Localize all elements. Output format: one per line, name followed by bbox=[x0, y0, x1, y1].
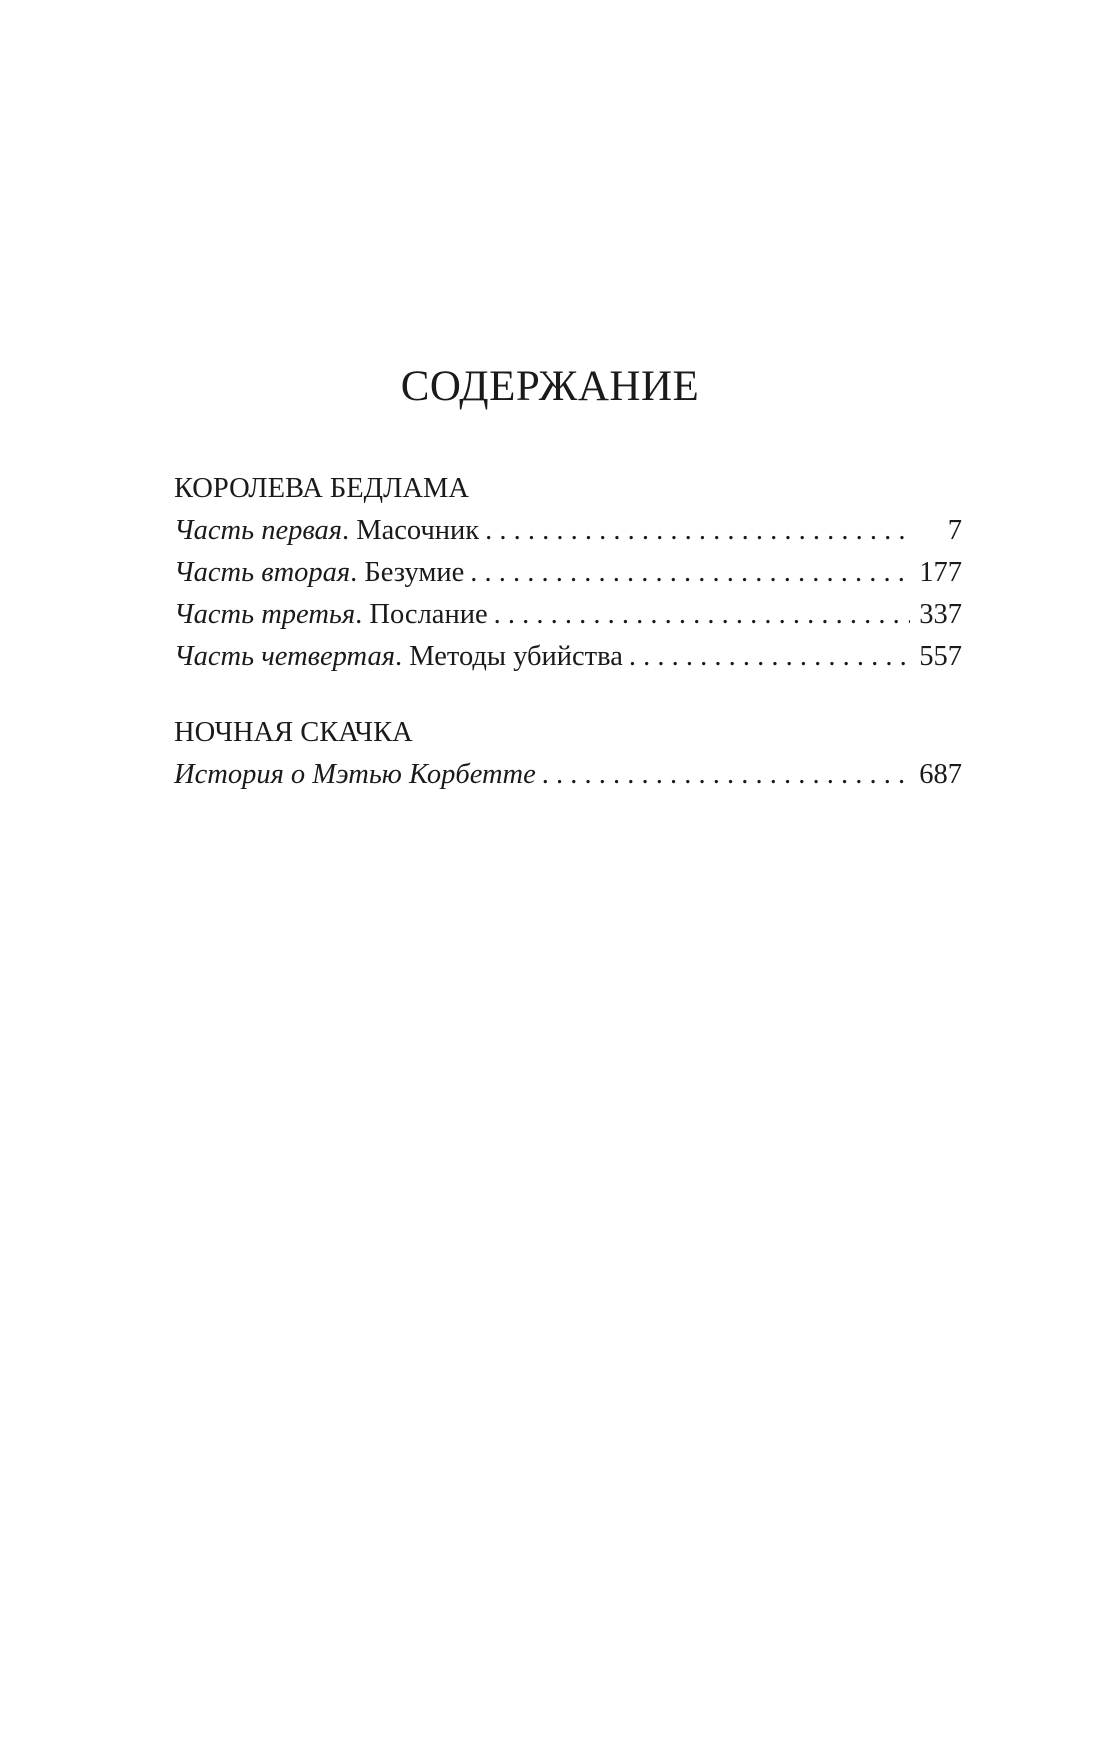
dot-leader bbox=[623, 636, 910, 678]
toc-entry bbox=[174, 636, 962, 678]
entry-page-number: 7 bbox=[947, 515, 962, 546]
section-heading-night-ride: НОЧНАЯ СКАЧКА bbox=[174, 717, 413, 748]
entry-page-number: 337 bbox=[919, 599, 962, 630]
section-heading-queen-of-bedlam: КОРОЛЕВА БЕДЛАМА bbox=[174, 473, 469, 504]
entry-part: Часть четвертая bbox=[174, 641, 395, 672]
entry-text bbox=[174, 510, 479, 552]
page-title: СОДЕРЖАНИЕ bbox=[400, 363, 700, 410]
entry-text bbox=[174, 754, 536, 796]
entry-separator: . bbox=[395, 641, 410, 672]
entry-part: Часть первая bbox=[174, 515, 343, 546]
toc-entry bbox=[174, 510, 962, 552]
entry-page-number: 557 bbox=[919, 641, 962, 672]
entry-text bbox=[174, 636, 623, 678]
dot-leader bbox=[464, 552, 910, 594]
dot-leader bbox=[488, 594, 910, 636]
entry-part: Часть третья bbox=[174, 599, 356, 630]
entry-text bbox=[174, 594, 488, 636]
entry-part: Часть вторая bbox=[174, 557, 351, 588]
dot-leader bbox=[479, 510, 910, 552]
entry-separator: . bbox=[342, 515, 357, 546]
toc-entry bbox=[174, 552, 962, 594]
entry-part: История о Мэтью Корбетте bbox=[174, 759, 536, 790]
table-of-contents bbox=[174, 468, 962, 796]
entry-separator: . bbox=[350, 557, 365, 588]
entry-name: Масочник bbox=[356, 515, 480, 546]
entry-name: Безумие bbox=[364, 557, 465, 588]
toc-entry bbox=[174, 754, 962, 796]
entry-separator: . bbox=[355, 599, 370, 630]
entry-page-number: 687 bbox=[919, 759, 962, 790]
dot-leader bbox=[536, 754, 910, 796]
toc-entry bbox=[174, 594, 962, 636]
entry-name: Методы убийства bbox=[409, 641, 623, 672]
entry-name: Послание bbox=[369, 599, 488, 630]
entry-text bbox=[174, 552, 464, 594]
entry-page-number: 177 bbox=[919, 557, 962, 588]
